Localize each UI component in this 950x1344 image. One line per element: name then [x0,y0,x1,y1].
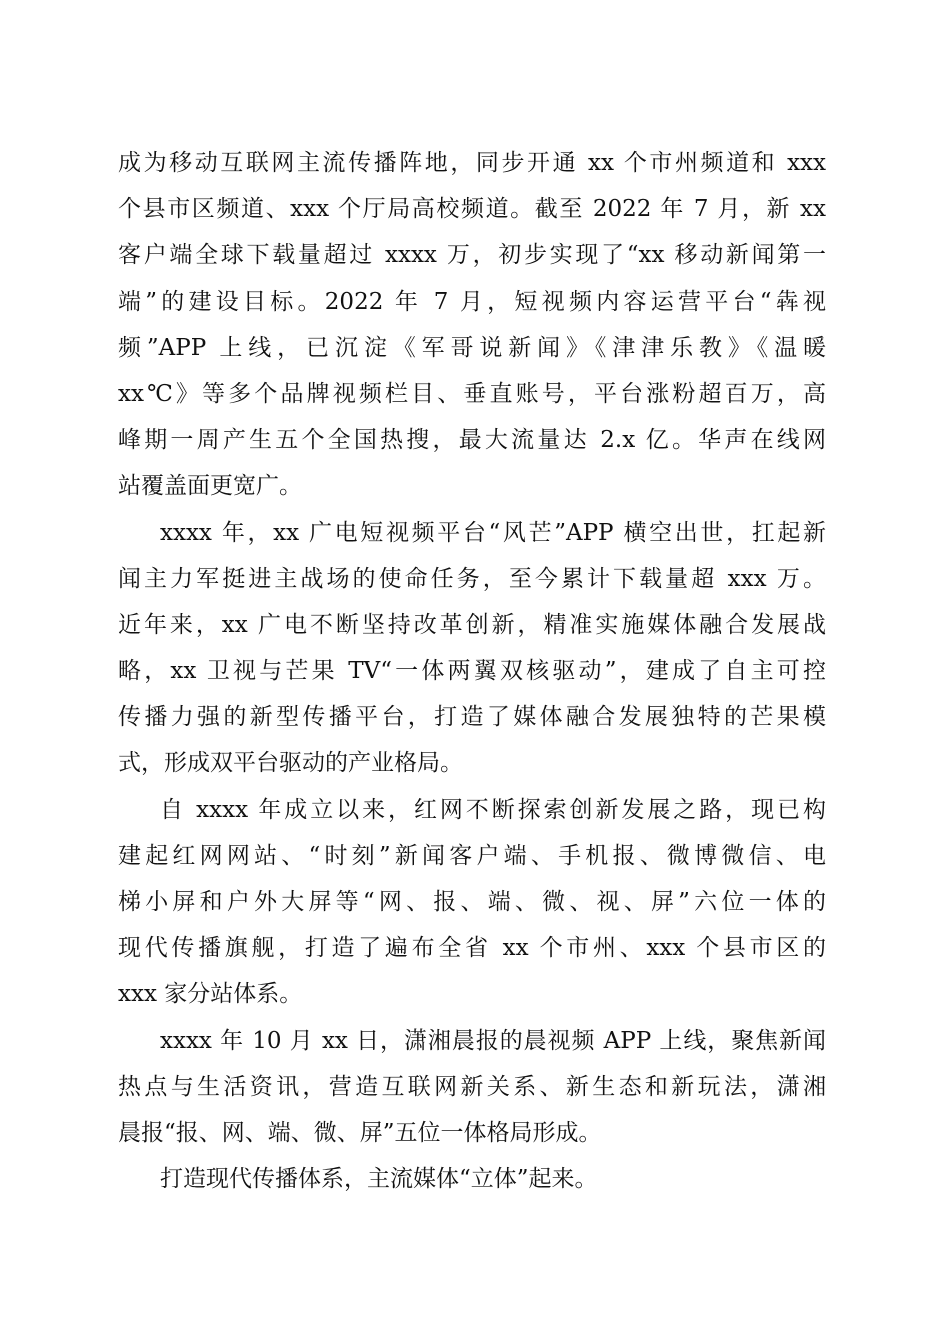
text-line: 频”APP 上线，已沉淀《军哥说新闻》《津津乐教》《温暖 [118,334,826,361]
text-line: 闻主力军挺进主战场的使命任务，至今累计下载量超 xxx 万。 [118,565,826,592]
text-line: 峰期一周产生五个全国热搜，最大流量达 2.x 亿。华声在线网 [118,427,826,454]
paragraph-2 [118,510,826,787]
paragraph-1 [118,140,826,510]
text-line: 建起红网网站、“时刻”新闻客户端、手机报、微博微信、电 [118,842,826,869]
document-body [118,140,826,1202]
text-line: 热点与生活资讯，营造互联网新关系、新生态和新玩法，潇湘 [118,1073,826,1100]
text-line: 端”的建设目标。2022 年 7 月，短视频内容运营平台“犇视 [118,288,826,315]
text-line: xxxx 年，xx 广电短视频平台“风芒”APP 横空出世，扛起新 [160,519,826,546]
text-line: 晨报“报、网、端、微、屏”五位一体格局形成。 [118,1119,602,1146]
text-line: 略，xx 卫视与芒果 TV“一体两翼双核驱动”，建成了自主可控 [118,658,826,685]
paragraph-5 [118,1156,826,1202]
text-line: 现代传播旗舰，打造了遍布全省 xx 个市州、xxx 个县市区的 [118,935,826,962]
text-line: xx℃》等多个品牌视频栏目、垂直账号，平台涨粉超百万，高 [118,380,826,407]
text-line: 近年来，xx 广电不断坚持改革创新，精准实施媒体融合发展战 [118,611,826,638]
text-line: 梯小屏和户外大屏等“网、报、端、微、视、屏”六位一体的 [118,889,826,915]
text-line: 打造现代传播体系，主流媒体“立体”起来。 [160,1166,598,1193]
text-line: 成为移动互联网主流传播阵地，同步开通 xx 个市州频道和 xxx [118,150,826,176]
paragraph-4 [118,1018,826,1157]
text-line: 自 xxxx 年成立以来，红网不断探索创新发展之路，现已构 [160,796,826,823]
text-line: 个县市区频道、xxx 个厅局高校频道。截至 2022 年 7 月，新 xx [118,196,826,223]
text-line: xxxx 年 10 月 xx 日，潇湘晨报的晨视频 APP 上线，聚焦新闻 [160,1027,826,1054]
text-line: 传播力强的新型传播平台，打造了媒体融合发展独特的芒果模 [118,704,826,731]
paragraph-3 [118,787,826,1018]
text-line: 客户端全球下载量超过 xxxx 万，初步实现了“xx 移动新闻第一 [118,242,826,269]
text-line: 式，形成双平台驱动的产业格局。 [118,750,463,777]
text-line: xxx 家分站体系。 [118,981,303,1008]
text-line: 站覆盖面更宽广。 [118,473,302,500]
